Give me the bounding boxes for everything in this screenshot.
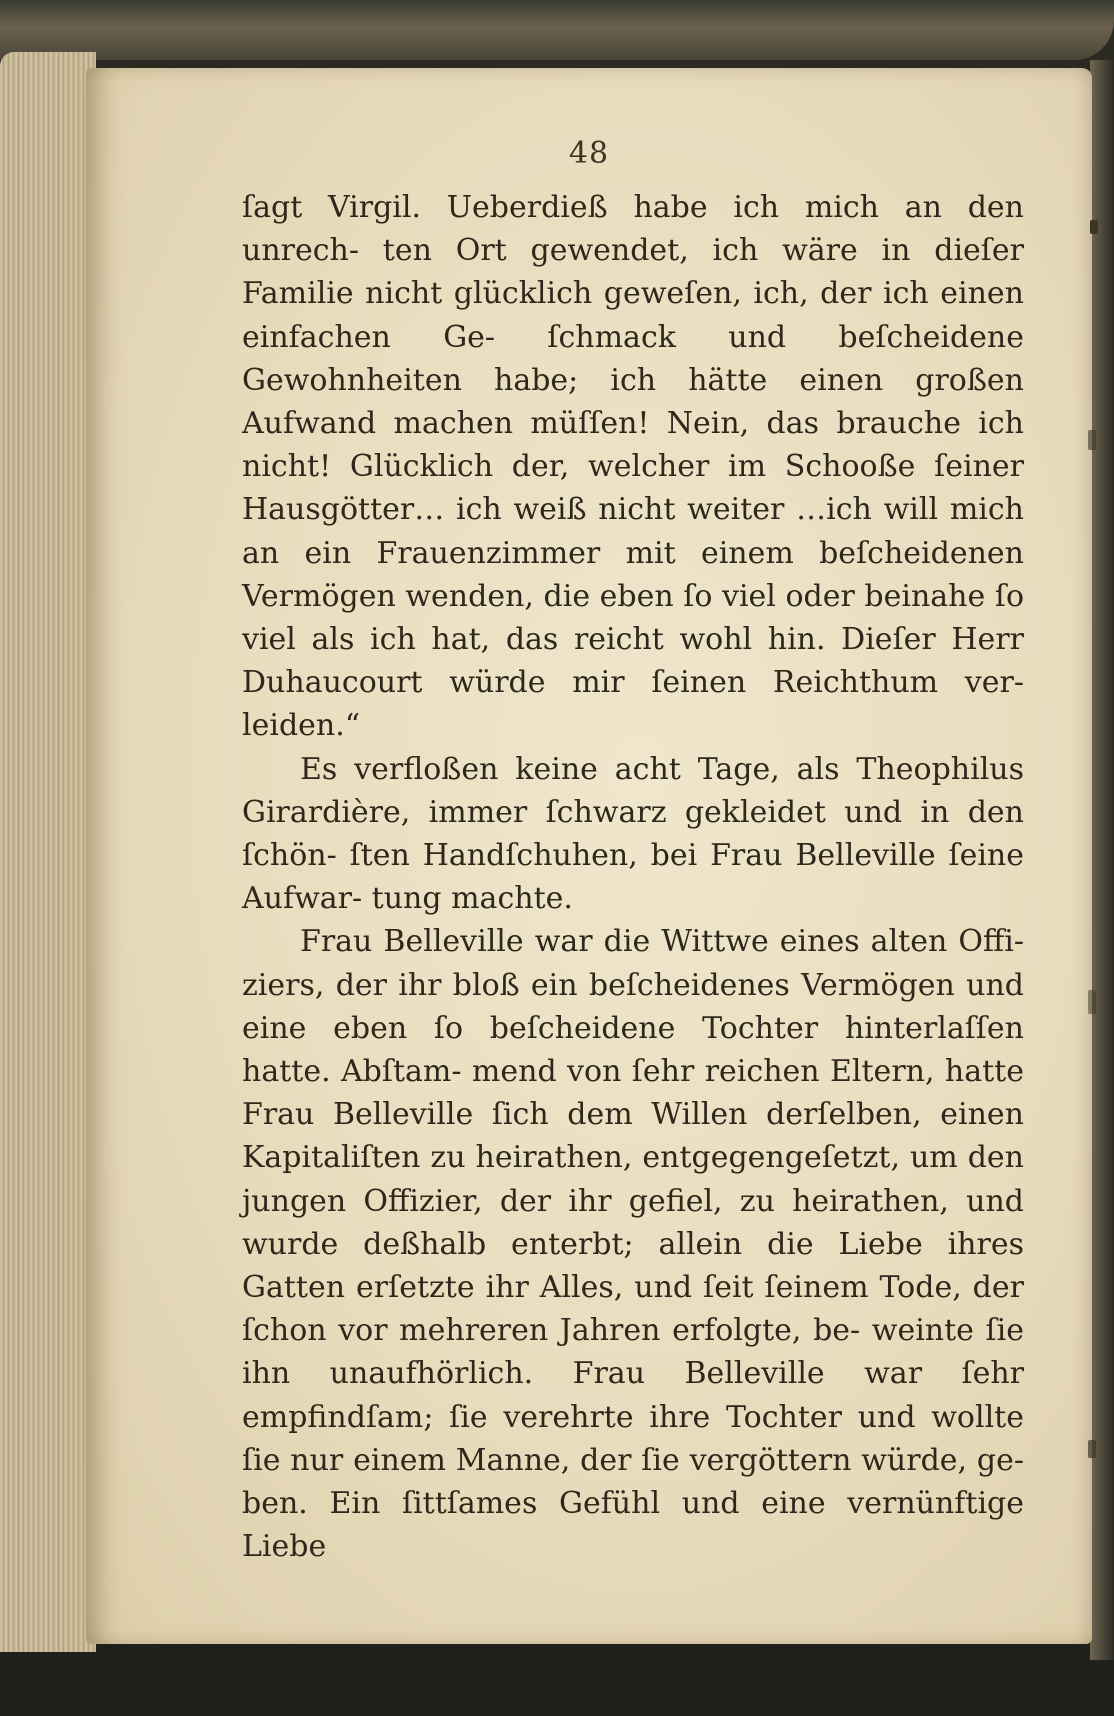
- page-number: 48: [568, 136, 610, 171]
- page-edges: [0, 52, 96, 1652]
- margin-mark: [1088, 990, 1096, 1014]
- paragraph-3: Frau Belleville war die Wittwe eines alten Offi‑ ziers, der ihr bloß ein beſcheidenes Vermögen und eine eben ſo beſcheidene Tochter hinterlaſſen hatte. Abſtam‑ mend von ſehr reichen Eltern, hatte Frau Belleville ſich dem Willen derſelben, einen Kapitaliſten zu heirathen, entgegengeſetzt, um den jungen Offizier, der ihr gefiel, zu heirathen, und wurde deßhalb enterbt; allein die Liebe ihres Gatten erſetzte ihr Alles, und ſeit ſeinem Tode, der ſchon vor mehreren Jahren erfolgte, be‑ weinte ſie ihn unaufhörlich. Frau Belleville war ſehr empfindſam; ſie verehrte ihre Tochter und wollte ſie nur einem Manne, der ſie vergöttern würde, ge‑ ben. Ein ſittſames Gefühl und eine vernünftige Liebe: [242, 924, 1024, 1565]
- margin-mark: [1088, 1440, 1096, 1458]
- body-text: [242, 186, 1024, 1569]
- book-page: [86, 68, 1092, 1644]
- paragraph-2: Es verfloßen keine acht Tage, als Theophilus Girardière, immer ſchwarz gekleidet und in den ſchön‑ ſten Handſchuhen, bei Frau Belleville ſeine Aufwar‑ tung machte.: [242, 751, 1024, 917]
- margin-mark: [1090, 220, 1098, 234]
- book-spine-top: [0, 0, 1114, 60]
- paragraph-1: ſagt Virgil. Ueberdieß habe ich mich an den unrech‑ ten Ort gewendet, ich wäre in dieſer Familie nicht glücklich geweſen, ich, der ich einen einfachen Ge‑ ſchmack und beſcheidene Gewohnheiten habe; ich hätte einen großen Aufwand machen müſſen! Nein, das brauche ich nicht! Glücklich der, welcher im Schooße ſeiner Hausgötter… ich weiß nicht weiter …ich will mich an ein Frauenzimmer mit einem beſcheidenen Vermögen wenden, die eben ſo viel oder beinahe ſo viel als ich hat, das reicht wohl hin. Dieſer Herr Duhaucourt würde mir ſeinen Reichthum ver‑ leiden.“: [242, 190, 1024, 744]
- margin-mark: [1088, 430, 1096, 450]
- facing-page-edge: [1090, 60, 1114, 1660]
